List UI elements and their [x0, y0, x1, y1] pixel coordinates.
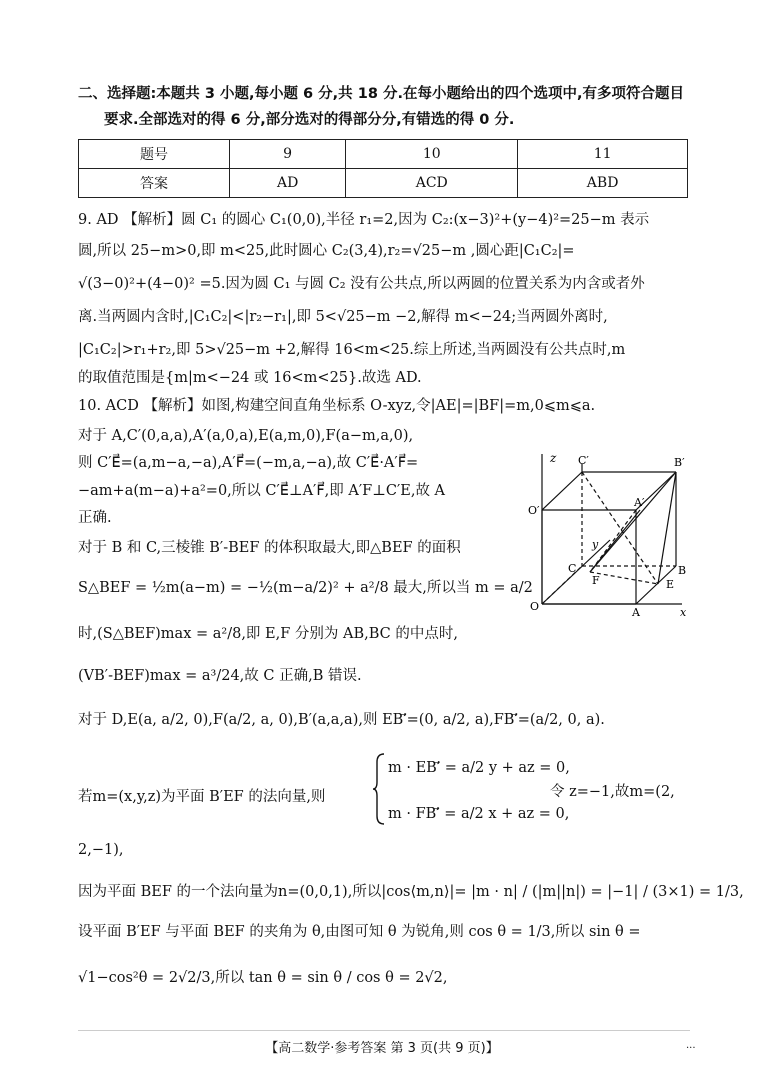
table-cell: AD	[230, 169, 346, 198]
figure-label: B′	[674, 456, 685, 469]
q9-line: 的取值范围是{m|m<−24 或 16<m<25}.故选 AD.	[78, 370, 422, 386]
table-cell: ABD	[518, 169, 688, 198]
q10-line: (VB′-BEF)max = a³/24,故 C 正确,B 错误.	[78, 668, 362, 684]
q10-line: 则 C′E⃗=(a,m−a,−a),A′F⃗=(−m,a,−a),故 C′E⃗·A′F⃗=	[78, 455, 419, 471]
figure-label: O	[530, 600, 540, 613]
q9-line: √(3−0)²+(4−0)² =5.因为圆 C₁ 与圆 C₂ 没有公共点,所以两圆的位置关系为内含或者外	[78, 276, 645, 292]
q10-line: 正确.	[78, 510, 112, 526]
q10-line: √1−cos²θ = 2√2/3,所以 tan θ = sin θ / cos θ = 2√2,	[78, 970, 448, 986]
figure-label: B	[678, 564, 687, 577]
table-cell: ACD	[346, 169, 518, 198]
page-footer: 【高二数学·参考答案 第 3 页(共 9 页)】	[265, 1041, 499, 1056]
figure-label: y	[592, 538, 599, 551]
answer-table	[78, 139, 688, 198]
q10-line: 设平面 B′EF 与平面 BEF 的夹角为 θ,由图可知 θ 为锐角,则 cos θ = 1/3,所以 sin θ =	[78, 924, 641, 940]
q10-line: 对于 B 和 C,三棱锥 B′-BEF 的体积取最大,即△BEF 的面积	[78, 540, 461, 556]
figure-label: E	[666, 578, 675, 591]
q9-line: |C₁C₂|>r₁+r₂,即 5>√25−m +2,解得 16<m<25.综上所述,当两圆没有公共点时,m	[78, 342, 626, 358]
table-cell: 11	[518, 140, 688, 169]
table-row	[79, 140, 688, 169]
q10-line: m · EB′⃗ = a/2 y + az = 0,	[388, 760, 570, 776]
q10-line: 令 z=−1,故m=(2,	[550, 784, 675, 800]
figure-label: A	[632, 606, 640, 619]
figure-label: A′	[634, 496, 645, 509]
footer-dots: ...	[686, 1040, 696, 1051]
table-cell: 答案	[79, 169, 230, 198]
figure-label: C	[568, 562, 577, 575]
table-cell: 题号	[79, 140, 230, 169]
q10-line: 对于 D,E(a, a/2, 0),F(a/2, a, 0),B′(a,a,a),则 EB′⃗=(0, a/2, a),FB′⃗=(a/2, 0, a).	[78, 712, 605, 728]
q10-line: 对于 A,C′(0,a,a),A′(a,0,a),E(a,m,0),F(a−m,a,0),	[78, 428, 414, 444]
section-heading-line2: 要求.全部选对的得 6 分,部分选对的得部分分,有错选的得 0 分.	[104, 112, 515, 128]
q9-line: 9. AD 【解析】圆 C₁ 的圆心 C₁(0,0),半径 r₁=2,因为 C₂:(x−3)²+(y−4)²=25−m 表示	[78, 212, 650, 228]
figure-label: z	[550, 454, 557, 465]
q10-line: 因为平面 BEF 的一个法向量为n=(0,0,1),所以|cos⟨m,n⟩|= |m · n| / (|m||n|) = |−1| / (3×1) = 1/3,	[78, 884, 744, 900]
figure-label: x	[680, 606, 687, 619]
footer-divider	[78, 1030, 690, 1031]
q10-line: 时,(S△BEF)max = a²/8,即 E,F 分别为 AB,BC 的中点时,	[78, 626, 458, 642]
q10-line: −am+a(m−a)+a²=0,所以 C′E⃗⊥A′F⃗,即 A′F⊥C′E,故 A	[78, 483, 446, 499]
q9-line: 圆,所以 25−m>0,即 m<25,此时圆心 C₂(3,4),r₂=√25−m ,圆心距|C₁C₂|=	[78, 243, 575, 259]
table-row	[79, 169, 688, 198]
q10-line: 若m=(x,y,z)为平面 B′EF 的法向量,则	[78, 789, 326, 805]
figure-label: O′	[528, 504, 540, 517]
q9-line: 离.当两圆内含时,|C₁C₂|<|r₂−r₁|,即 5<√25−m −2,解得 m<−24;当两圆外离时,	[78, 309, 608, 325]
figure-label: F	[592, 574, 600, 587]
system-brace	[372, 752, 386, 826]
q10-line: m · FB′⃗ = a/2 x + az = 0,	[388, 806, 570, 822]
section-heading-line1: 二、选择题:本题共 3 小题,每小题 6 分,共 18 分.在每小题给出的四个选项中,有多项符合题目	[78, 86, 684, 102]
q10-line: 10. ACD 【解析】如图,构建空间直角坐标系 O-xyz,令|AE|=|BF|=m,0⩽m⩽a.	[78, 398, 596, 414]
table-cell: 9	[230, 140, 346, 169]
figure-label: C′	[578, 454, 589, 467]
cube-figure	[528, 454, 698, 624]
table-cell: 10	[346, 140, 518, 169]
q10-line: S△BEF = ½m(a−m) = −½(m−a/2)² + a²/8 最大,所以当 m = a/2	[78, 580, 533, 596]
q10-line: 2,−1),	[78, 842, 124, 858]
